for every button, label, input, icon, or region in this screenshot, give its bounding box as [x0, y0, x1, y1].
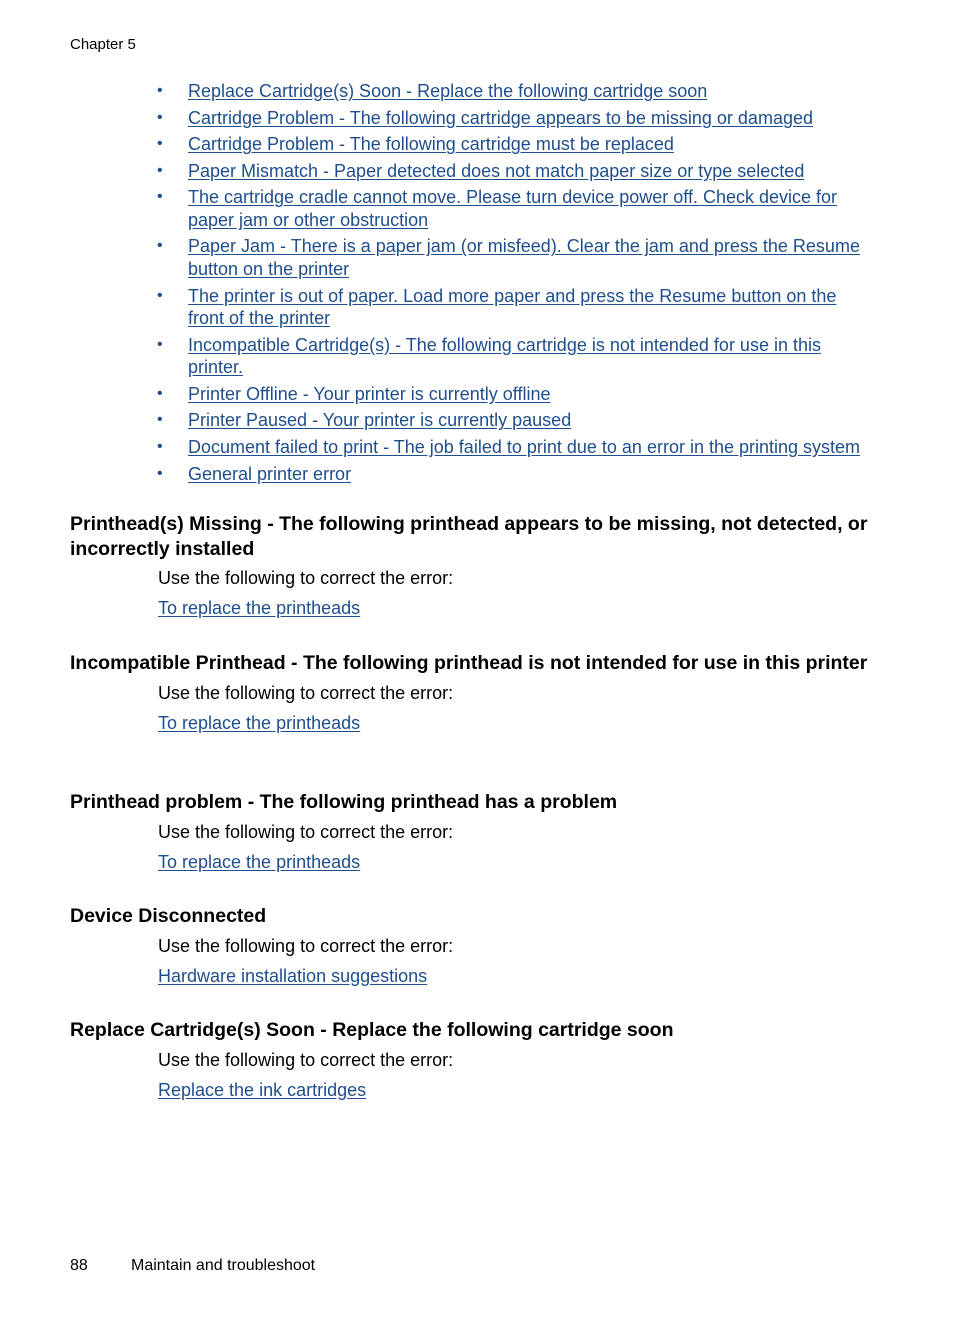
bullet-icon: • [157, 188, 163, 206]
section-text: Use the following to correct the error: [158, 1049, 454, 1070]
bullet-icon: • [157, 161, 163, 179]
list-item [157, 80, 877, 103]
bullet-icon: • [157, 82, 163, 99]
list-item [157, 107, 877, 130]
error-message-list [157, 80, 877, 489]
page-number: 88 [70, 1257, 88, 1274]
list-item [157, 186, 877, 231]
section-replace-cartridges [70, 1018, 870, 1101]
bullet-icon: • [157, 464, 163, 482]
hardware-suggestions-link[interactable]: Hardware installation suggestions [158, 965, 428, 986]
error-link[interactable]: General printer error [188, 463, 352, 484]
replace-printheads-link[interactable]: To replace the printheads [158, 712, 361, 733]
bullet-icon: • [157, 286, 163, 304]
error-link[interactable]: Paper Mismatch - Paper detected does not match paper size or type selected [188, 160, 805, 181]
error-link[interactable]: The cartridge cradle cannot move. Please turn device power off. Check device for paper jam or other obstruction [188, 187, 838, 230]
error-link[interactable]: Cartridge Problem - The following cartridge appears to be missing or damaged [188, 107, 813, 128]
bullet-icon: • [157, 237, 163, 255]
replace-printheads-link[interactable]: To replace the printheads [158, 598, 361, 618]
bullet-icon: • [157, 108, 163, 126]
section-incompatible-printhead [70, 651, 870, 734]
list-item [157, 463, 877, 486]
list-item [157, 235, 877, 280]
section-text: Use the following to correct the error: [158, 682, 454, 703]
list-item [157, 436, 877, 459]
section-text: Use the following to correct the error: [158, 568, 454, 588]
bullet-icon: • [157, 384, 163, 402]
list-item [157, 133, 877, 156]
running-header: Chapter 5 [70, 36, 136, 53]
error-link[interactable]: Printer Paused - Your printer is currently paused [188, 410, 572, 431]
section-heading: Device Disconnected [70, 905, 267, 927]
list-item [157, 409, 877, 432]
bullet-icon: • [157, 437, 163, 455]
bullet-icon: • [157, 411, 163, 429]
error-link[interactable]: Paper Jam - There is a paper jam (or misfeed). Clear the jam and press the Resume button on the printer [188, 236, 860, 279]
section-device-disconnected [70, 904, 870, 987]
bullet-icon: • [157, 135, 163, 153]
bullet-icon: • [157, 335, 163, 353]
section-heading: Printhead(s) Missing - The following printhead appears to be missing, not detected, or incorrectly installed [70, 513, 868, 560]
page-footer [70, 1257, 315, 1275]
list-item [157, 334, 877, 379]
section-printheads-missing [70, 512, 870, 619]
error-link[interactable]: Document failed to print - The job failed to print due to an error in the printing system [188, 436, 861, 457]
replace-printheads-link[interactable]: To replace the printheads [158, 851, 361, 872]
error-link[interactable]: Replace Cartridge(s) Soon - Replace the following cartridge soon [188, 81, 708, 101]
list-item [157, 285, 877, 330]
error-link[interactable]: Cartridge Problem - The following cartridge must be replaced [188, 134, 674, 155]
list-item [157, 383, 877, 406]
replace-ink-cartridges-link[interactable]: Replace the ink cartridges [158, 1079, 367, 1100]
section-text: Use the following to correct the error: [158, 935, 454, 956]
section-text: Use the following to correct the error: [158, 821, 454, 842]
section-heading: Incompatible Printhead - The following printhead is not intended for use in this printer [70, 652, 868, 674]
section-printhead-problem [70, 790, 870, 873]
error-link[interactable]: Printer Offline - Your printer is currently offline [188, 383, 551, 404]
error-link[interactable]: Incompatible Cartridge(s) - The following cartridge is not intended for use in this printer. [188, 334, 821, 378]
section-heading: Printhead problem - The following printhead has a problem [70, 791, 618, 813]
section-heading: Replace Cartridge(s) Soon - Replace the following cartridge soon [70, 1019, 674, 1041]
footer-section-title: Maintain and troubleshoot [131, 1257, 316, 1274]
list-item [157, 160, 877, 183]
error-link[interactable]: The printer is out of paper. Load more paper and press the Resume button on the front of the printer [188, 285, 837, 329]
